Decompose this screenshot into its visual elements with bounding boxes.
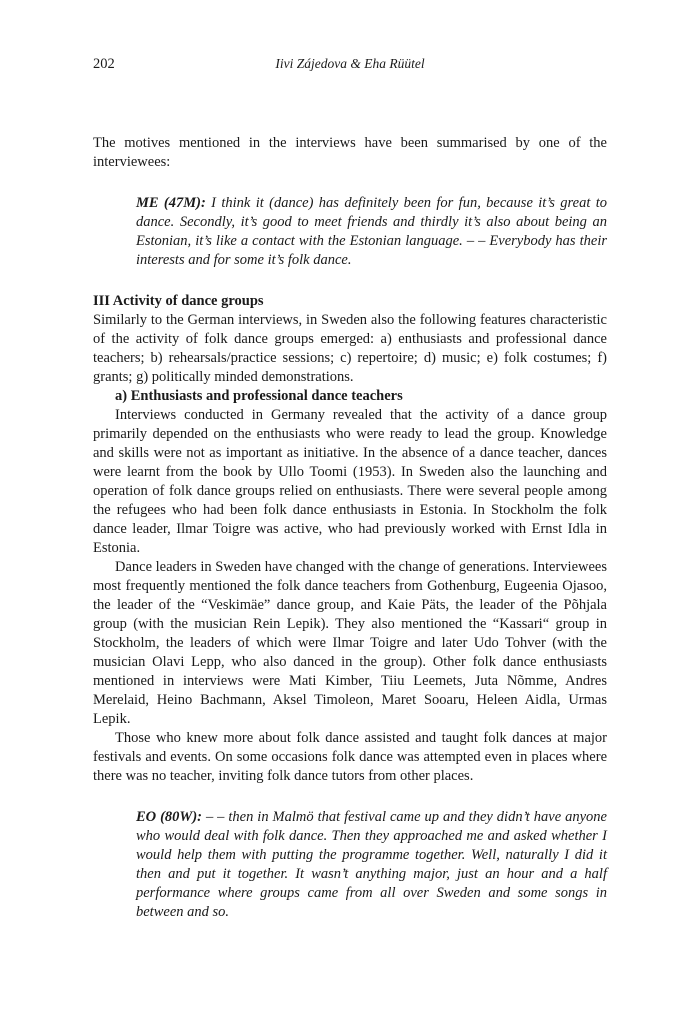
body-paragraph-2: Dance leaders in Sweden have changed with the change of generations. Interviewees most frequently mentioned the folk dance teachers from Gothenburg, Eugeenia Ojasoo, the leader of the “Veskimäe” dance group, and Kaie Päts, the leader of the Põhjala group (with the musician Rein Lepik). They also mentioned the “Kassari“ group in Stockholm, the leaders of which were Ilmar Toigre and later Udo Tohver (with the musician Olavi Lepp, who also danced in the group). Other folk dance enthusiasts mentioned in interviews were Mati Kimber, Tiiu Leemets, Juta Nõmme, Andres Merelaid, Heino Bachmann, Aksel Timoleon, Maret Sooaru, Heleen Aidla, Urmas Lepik. <box>93 559 607 727</box>
page-body <box>93 134 607 944</box>
page-header <box>93 54 607 74</box>
interview-quote-2 <box>136 808 607 922</box>
quote-speaker: EO (80W): <box>136 809 202 825</box>
quote-speaker: ME (47M): <box>136 195 206 211</box>
running-head: Iivi Zájedova & Eha Rüütel <box>275 56 425 71</box>
quote-text: – – then in Malmö that festival came up and they didn’t have anyone who would deal with folk dance. Then they approached me and asked whether I would help them with putting the programme together. Well, naturally I did it then and put it together. It wasn’t anything major, just an hour and a half performance where groups came from all over Sweden and some songs in between and so. <box>136 809 607 920</box>
interview-quote-1 <box>136 194 607 270</box>
section-heading: III Activity of dance groups <box>93 293 264 309</box>
page-number: 202 <box>93 56 115 72</box>
body-paragraph-1: Interviews conducted in Germany revealed that the activity of a dance group primarily depended on the enthusiasts who were ready to lead the group. Knowledge and skills were not as important as initiative. In the absence of a dance teacher, dances were learnt from the book by Ullo Toomi (1953). In Sweden also the launching and operation of folk dance groups relied on enthusiasts. There were several people among the refugees who had been folk dance enthusiasts in Estonia. In Stockholm the folk dance leader, Ilmar Toigre was active, who had previously worked with Ernst Idla in Estonia. <box>93 407 607 556</box>
intro-paragraph: The motives mentioned in the interviews have been summarised by one of the interviewees: <box>93 135 607 170</box>
body-paragraph-3: Those who knew more about folk dance assisted and taught folk dances at major festivals and events. On some occasions folk dance was attempted even in places where there was no teacher, inviting folk dance tutors from other places. <box>93 730 607 784</box>
section-intro-paragraph: Similarly to the German interviews, in Sweden also the following features characteristic of the activity of folk dance groups emerged: a) enthusiasts and professional dance teachers; b) rehearsals/practice sessions; c) repertoire; d) music; e) folk costumes; f) grants; g) politically minded demonstrations. <box>93 312 607 385</box>
quote-text: I think it (dance) has definitely been for fun, because it’s great to dance. Secondly, it’s good to meet friends and thirdly it’s also about being an Estonian, it’s like a contact with the Estonian language. – – Everybody has their interests and for some it’s folk dance. <box>136 195 607 268</box>
subsection-heading: a) Enthusiasts and professional dance teachers <box>115 388 403 404</box>
